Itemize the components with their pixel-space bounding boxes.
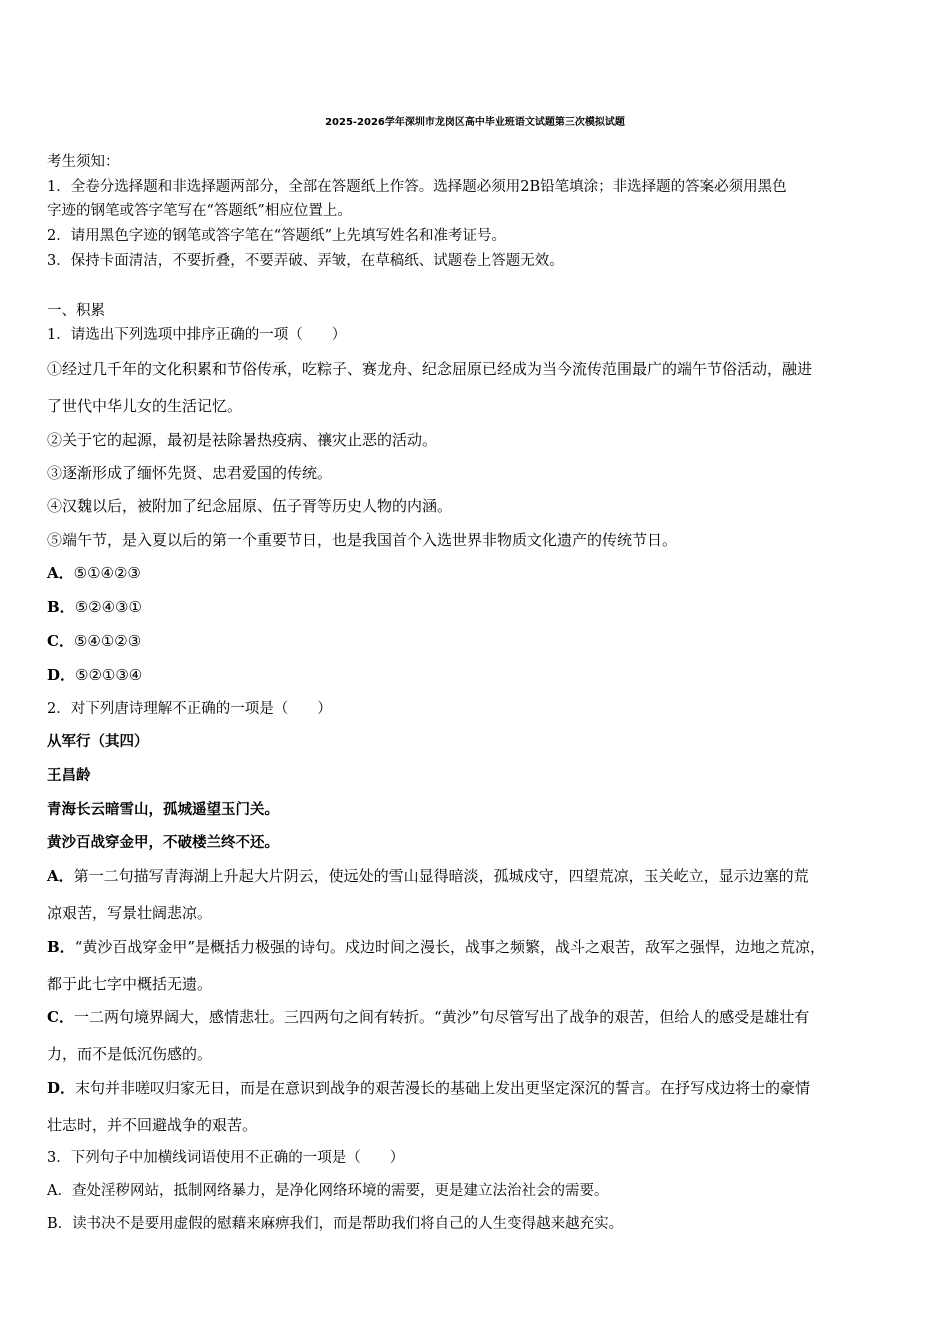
option-text: ⑤②④③① [74, 598, 142, 616]
option-letter: D． [47, 666, 76, 684]
poem-author: 王昌龄 [47, 767, 91, 784]
q1-sentence: ⑤端午节，是入夏以后的第一个重要节日，也是我国首个入选世界非物质文化遗产的传统节日。 [47, 531, 678, 549]
notice-item: 3．保持卡面清洁，不要折叠，不要弄破、弄皱，在草稿纸、试题卷上答题无效。 [47, 253, 564, 269]
option-text: ⑤④①②③ [73, 632, 142, 650]
notice-item: 1．全卷分选择题和非选择题两部分，全部在答题纸上作答。选择题必须用2B铅笔填涂；非选择题的答案必须用黑色 [47, 179, 787, 195]
q1-option-a [47, 563, 141, 583]
notice-item: 2．请用黑色字迹的钢笔或答字笔在“答题纸”上先填写姓名和准考证号。 [47, 228, 507, 244]
option-letter: B． [47, 598, 75, 616]
question-1-stem: 1．请选出下列选项中排序正确的一项（ ） [47, 327, 347, 343]
notice-item: 字迹的钢笔或答字笔写在“答题纸”相应位置上。 [47, 203, 352, 219]
q1-sentence: ③逐渐形成了缅怀先贤、忠君爱国的传统。 [47, 464, 333, 482]
option-text: “黄沙百战穿金甲”是概括力极强的诗句。戍边时间之漫长，战事之频繁，战斗之艰苦，敌军之强悍，边地之荒凉， [74, 938, 826, 956]
page-title: 2025-2026学年深圳市龙岗区高中毕业班语文试题第三次模拟试题 [325, 117, 625, 128]
option-letter: C． [47, 632, 74, 650]
option-text: 第一二句描写青海湖上升起大片阴云，使远处的雪山显得暗淡，孤城戍守，四望荒凉，玉关屹立，显示边塞的荒 [73, 867, 809, 885]
option-letter: D． [47, 1079, 76, 1097]
option-letter: A． [47, 564, 74, 582]
q2-option-a-cont: 凉艰苦，写景壮阔悲凉。 [47, 904, 213, 922]
q2-option-b-cont: 都于此七字中概括无遗。 [47, 975, 213, 993]
option-letter: C． [47, 1008, 74, 1026]
q1-sentence: 了世代中华儿女的生活记忆。 [47, 397, 243, 415]
section-heading: 一、积累 [47, 303, 105, 319]
q2-option-b [47, 937, 825, 957]
option-text: 一二两句境界阔大，感情悲壮。三四两句之间有转折。“黄沙”句尽管写出了战争的艰苦，但给人的感受是雄壮有 [73, 1008, 810, 1026]
q1-sentence: ①经过几千年的文化积累和节俗传承，吃粽子、赛龙舟、纪念屈原已经成为当今流传范围最广的端午节俗活动，融进 [47, 360, 813, 378]
question-3-stem: 3．下列句子中加横线词语使用不正确的一项是（ ） [47, 1150, 405, 1166]
q2-option-d [47, 1078, 810, 1098]
poem-line: 黄沙百战穿金甲，不破楼兰终不还。 [47, 834, 279, 851]
q2-option-d-cont: 壮志时，并不回避战争的艰苦。 [47, 1116, 258, 1134]
q1-sentence: ②关于它的起源，最初是祛除暑热疫病、禳灾止恶的活动。 [47, 431, 438, 449]
q2-option-a [47, 866, 809, 886]
q1-option-b [47, 597, 142, 617]
option-text: 末句并非嗟叹归家无日，而是在意识到战争的艰苦漫长的基础上发出更坚定深沉的誓言。在抒写戍边将士的豪情 [75, 1079, 811, 1097]
option-letter: A． [47, 867, 74, 885]
q2-option-c-cont: 力，而不是低沉伤感的。 [47, 1045, 213, 1063]
poem-line: 青海长云暗雪山，孤城遥望玉门关。 [47, 801, 279, 818]
option-text: ⑤②①③④ [75, 666, 143, 684]
option-text: ⑤①④②③ [73, 564, 141, 582]
option-letter: B． [47, 938, 75, 956]
q1-sentence: ④汉魏以后，被附加了纪念屈原、伍子胥等历史人物的内涵。 [47, 497, 453, 515]
q2-option-c [47, 1007, 809, 1027]
notice-header: 考生须知： [47, 154, 120, 170]
q1-option-c [47, 631, 141, 651]
question-2-stem: 2．对下列唐诗理解不正确的一项是（ ） [47, 701, 332, 717]
q3-option-b: B．读书决不是要用虚假的慰藉来麻痹我们，而是帮助我们将自己的人生变得越来越充实。 [47, 1216, 624, 1232]
q3-option-a: A．查处淫秽网站，抵制网络暴力，是净化网络环境的需要，更是建立法治社会的需要。 [47, 1183, 609, 1199]
q1-option-d [47, 665, 142, 685]
poem-title: 从军行（其四） [47, 733, 149, 750]
